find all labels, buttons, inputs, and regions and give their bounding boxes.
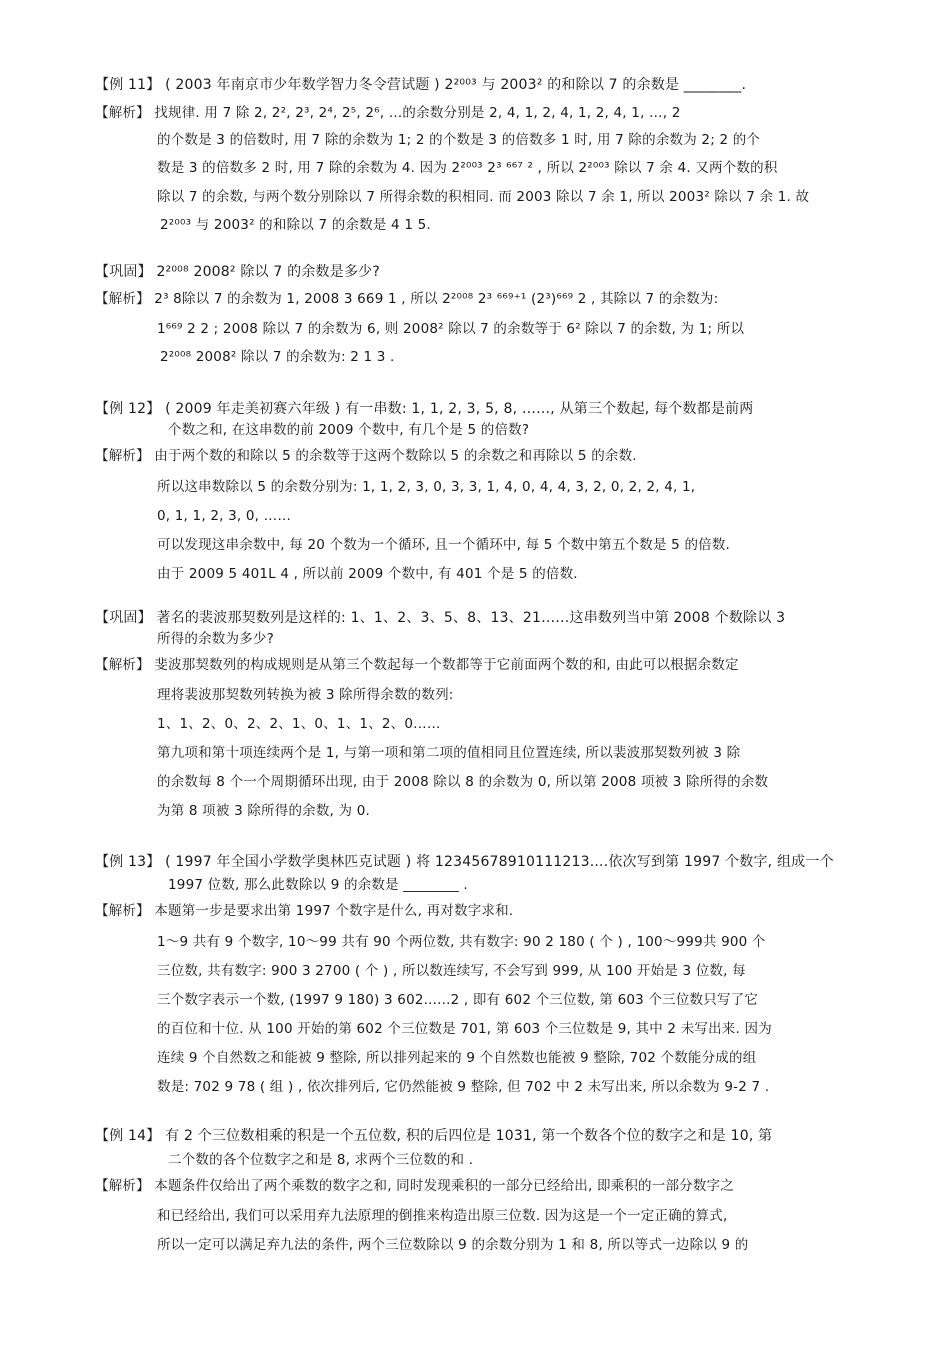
example-11-analysis-line: 2²⁰⁰³ 与 2003² 的和除以 7 的余数是 4 1 5. — [160, 217, 431, 233]
example-13-analysis-line: 1～9 共有 9 个数字, 10～99 共有 90 个两位数, 共有数字: 90 2 180 ( 个 ) , 100～999共 900 个 — [157, 934, 766, 950]
example-12-analysis-line: 【解析】 由于两个数的和除以 5 的余数等于这两个数除以 5 的余数之和再除以 5 的余数. — [95, 448, 637, 464]
example-14-analysis-line: 【解析】 本题条件仅给出了两个乘数的数字之和, 同时发现乘积的一部分已经给出, 即乘积的一部分数字之 — [95, 1178, 734, 1194]
example-13-analysis-line: 连续 9 个自然数之和能被 9 整除, 所以排列起来的 9 个自然数也能被 9 整除, 702 个数能分成的组 — [157, 1050, 757, 1066]
example-13-title: 1997 位数, 那么此数除以 9 的余数是 ________ . — [168, 877, 468, 893]
example-12-analysis-line: 0, 1, 1, 2, 3, 0, …… — [157, 508, 292, 524]
consolidation-2-analysis-line: 【解析】 斐波那契数列的构成规则是从第三个数起每一个数都等于它前面两个数的和, 由此可以根据余数定 — [95, 657, 739, 673]
example-13-analysis-line: 【解析】 本题第一步是要求出第 1997 个数字是什么, 再对数字求和. — [95, 903, 514, 919]
consolidation-1-analysis-line: 【解析】 2³ 8除以 7 的余数为 1, 2008 3 669 1 , 所以 2²⁰⁰⁸ 2³ ⁶⁶⁹⁺¹ (2³)⁶⁶⁹ 2 , 其除以 7 的余数为: — [95, 291, 719, 307]
consolidation-1-title: 【巩固】 2²⁰⁰⁸ 2008² 除以 7 的余数是多少? — [95, 264, 380, 280]
example-11-analysis-line: 数是 3 的倍数多 2 时, 用 7 除的余数为 4. 因为 2²⁰⁰³ 2³ ⁶⁶⁷ ² , 所以 2²⁰⁰³ 除以 7 余 4. 又两个数的积 — [157, 160, 778, 176]
example-14-title: 【例 14】 有 2 个三位数相乘的积是一个五位数, 积的后四位是 1031, 第一个数各个位的数字之和是 10, 第 — [95, 1128, 773, 1144]
example-11-analysis-line: 【解析】 找规律. 用 7 除 2, 2², 2³, 2⁴, 2⁵, 2⁶, …的余数分别是 2, 4, 1, 2, 4, 1, 2, 4, 1, …, 2 — [95, 105, 681, 121]
example-13-analysis-line: 的百位和十位. 从 100 开始的第 602 个三位数是 701, 第 603 个三位数是 9, 其中 2 未写出来. 因为 — [157, 1021, 772, 1037]
consolidation-2-analysis-line: 理将裴波那契数列转换为被 3 除所得余数的数列: — [157, 687, 454, 703]
example-14-analysis-line: 所以一定可以满足弃九法的条件, 两个三位数除以 9 的余数分别为 1 和 8, 所以等式一边除以 9 的 — [157, 1237, 749, 1253]
example-14-analysis-line: 和已经给出, 我们可以采用弃九法原理的倒推来构造出原三位数. 因为这是一个一定正确的算式, — [157, 1208, 728, 1224]
example-11-analysis-line: 的个数是 3 的倍数时, 用 7 除的余数为 1; 2 的个数是 3 的倍数多 1 时, 用 7 除的余数为 2; 2 的个 — [157, 132, 761, 148]
example-12-analysis-line: 可以发现这串余数中, 每 20 个数为一个循环, 且一个循环中, 每 5 个数中第五个数是 5 的倍数. — [157, 537, 731, 553]
example-12-analysis-line: 由于 2009 5 401L 4 , 所以前 2009 个数中, 有 401 个是 5 的倍数. — [157, 566, 578, 582]
consolidation-1-analysis-line: 2²⁰⁰⁸ 2008² 除以 7 的余数为: 2 1 3 . — [160, 349, 395, 365]
consolidation-2-analysis-line: 为第 8 项被 3 除所得的余数, 为 0. — [157, 803, 370, 819]
example-13-analysis-line: 三位数, 共有数字: 900 3 2700 ( 个 ) , 所以数连续写, 不会写到 999, 从 100 开始是 3 位数, 每 — [157, 963, 746, 979]
example-14-title: 二个数的各个位数字之和是 8, 求两个三位数的和 . — [168, 1152, 474, 1168]
example-11-analysis-line: 除以 7 的余数, 与两个数分别除以 7 所得余数的积相同. 而 2003 除以 7 余 1, 所以 2003² 除以 7 余 1. 故 — [157, 189, 810, 205]
consolidation-2-analysis-line: 第九项和第十项连续两个是 1, 与第一项和第二项的值相同且位置连续, 所以裴波那契数列被 3 除 — [157, 745, 741, 761]
consolidation-2-analysis-line: 1、1、2、0、2、2、1、0、1、1、2、0…… — [157, 716, 441, 732]
consolidation-2-analysis-line: 的余数每 8 个一个周期循环出现, 由于 2008 除以 8 的余数为 0, 所以第 2008 项被 3 除所得的余数 — [157, 774, 769, 790]
example-12-title: 个数之和, 在这串数的前 2009 个数中, 有几个是 5 的倍数? — [168, 422, 530, 438]
example-13-title: 【例 13】 ( 1997 年全国小学数学奥林匹克试题 ) 将 12345678910111213....依次写到第 1997 个数字, 组成一个 — [95, 854, 834, 870]
consolidation-1-analysis-line: 1⁶⁶⁹ 2 2 ; 2008 除以 7 的余数为 6, 则 2008² 除以 7 的余数等于 6² 除以 7 的余数, 为 1; 所以 — [157, 321, 745, 337]
example-13-analysis-line: 三个数字表示一个数, (1997 9 180) 3 602......2 , 即有 602 个三位数, 第 603 个三位数只写了它 — [157, 992, 759, 1008]
example-12-title: 【例 12】 ( 2009 年走美初赛六年级 ) 有一串数: 1, 1, 2, 3, 5, 8, ……, 从第三个数起, 每个数都是前两 — [95, 401, 754, 417]
example-12-analysis-line: 所以这串数除以 5 的余数分别为: 1, 1, 2, 3, 0, 3, 3, 1, 4, 0, 4, 4, 3, 2, 0, 2, 2, 4, 1, — [157, 479, 696, 495]
example-11-title: 【例 11】 ( 2003 年南京市少年数学智力冬令营试题 ) 2²⁰⁰³ 与 2003² 的和除以 7 的余数是 ________. — [95, 77, 747, 93]
consolidation-2-title: 【巩固】 著名的裴波那契数列是这样的: 1、1、2、3、5、8、13、21……这串数列当中第 2008 个数除以 3 — [95, 610, 786, 626]
consolidation-2-title: 所得的余数为多少? — [157, 631, 274, 647]
example-13-analysis-line: 数是: 702 9 78 ( 组 ) , 依次排列后, 它仍然能被 9 整除, 但 702 中 2 未写出来, 所以余数为 9-2 7 . — [157, 1079, 770, 1095]
